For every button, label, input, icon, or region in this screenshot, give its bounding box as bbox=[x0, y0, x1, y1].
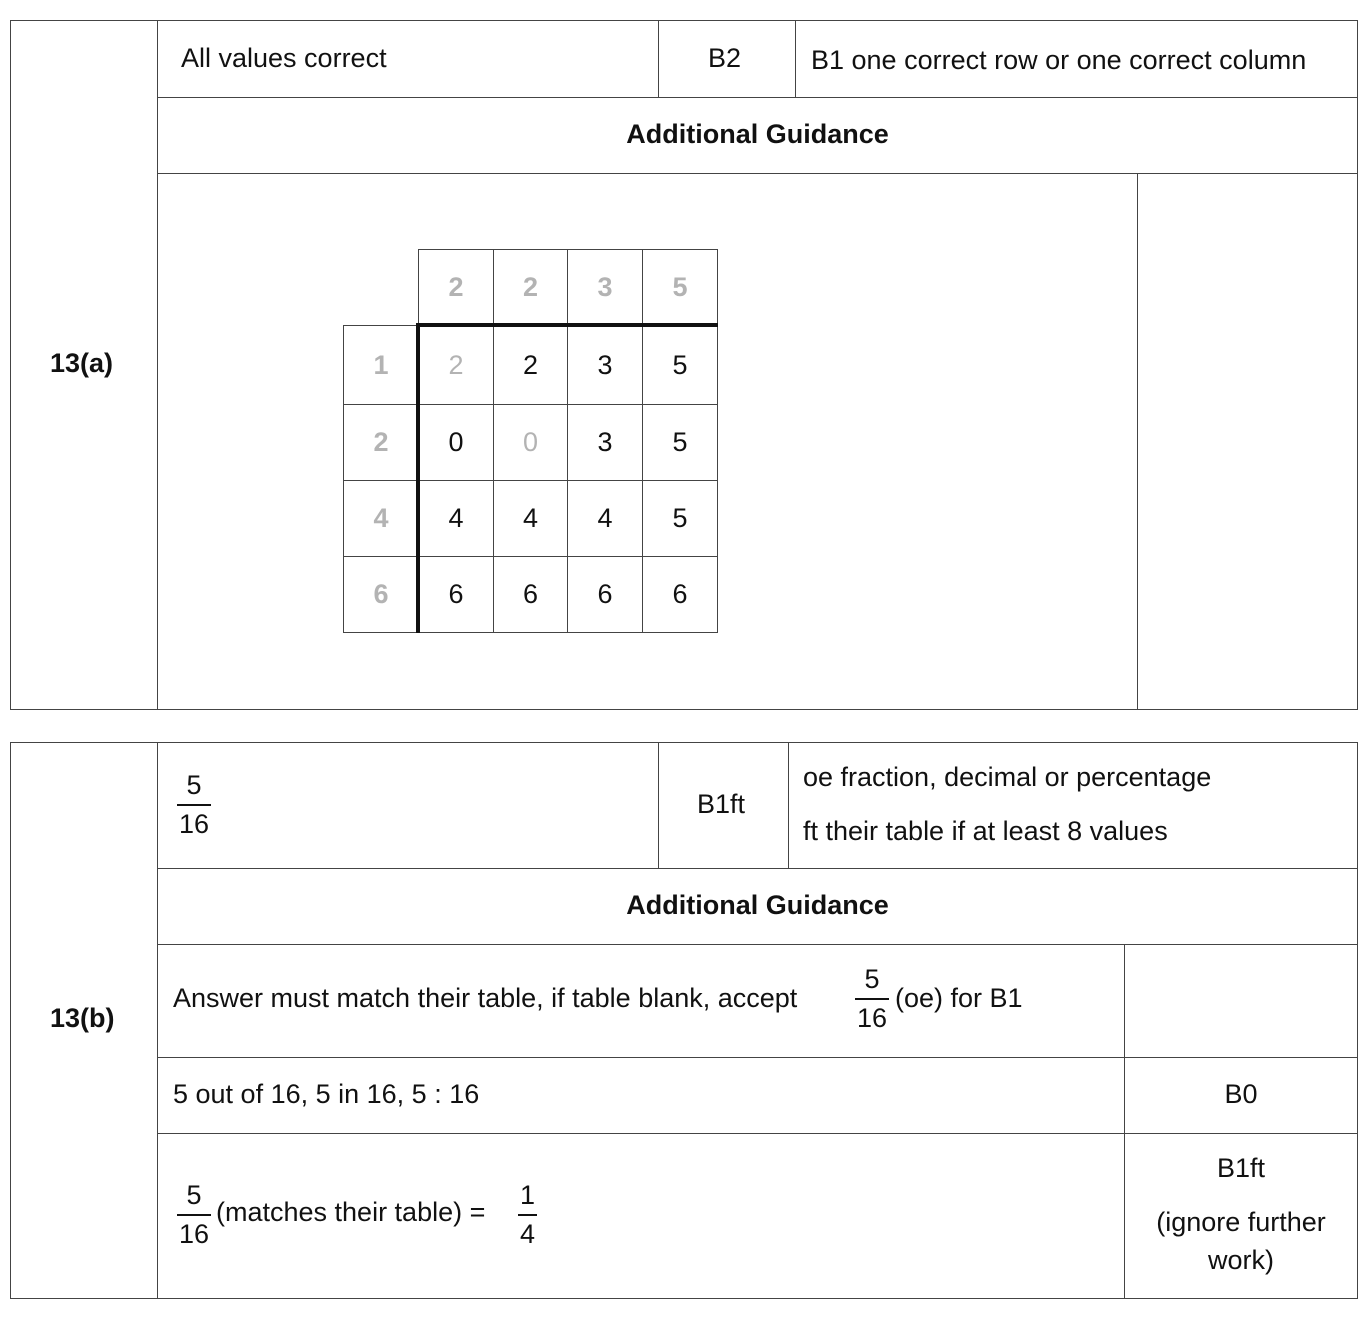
grid-cell: 4 bbox=[418, 480, 494, 557]
part-a-comment: B1 one correct row or one correct column bbox=[811, 45, 1307, 75]
part-b-mark: B1ft bbox=[697, 789, 746, 819]
guidance-row-2-mark: B0 bbox=[1224, 1079, 1258, 1109]
grid-row-divider bbox=[416, 323, 420, 633]
part-a-answer: All values correct bbox=[181, 43, 387, 73]
grid-row-header: 1 bbox=[343, 325, 419, 405]
fraction-numerator: 5 bbox=[186, 1180, 202, 1210]
grid-cell: 5 bbox=[642, 404, 718, 481]
fraction-numerator: 5 bbox=[864, 964, 880, 994]
grid-row-header: 6 bbox=[343, 556, 419, 633]
grid-cell: 4 bbox=[493, 480, 568, 557]
part-b-comment-line1: oe fraction, decimal or percentage bbox=[803, 762, 1212, 792]
grid-cell: 0 bbox=[418, 404, 494, 481]
fraction-denominator: 4 bbox=[520, 1219, 536, 1249]
grid-cell: 6 bbox=[493, 556, 568, 633]
guidance-row-3-fraction-2 bbox=[518, 1182, 537, 1248]
guidance-row-1-fraction bbox=[855, 966, 889, 1032]
grid-cell: 3 bbox=[567, 325, 643, 405]
part-a-mark: B2 bbox=[708, 43, 742, 73]
fraction-denominator: 16 bbox=[179, 1219, 210, 1249]
guidance-row-3-mark-line3: work) bbox=[1208, 1245, 1274, 1275]
guidance-row-1-text-before: Answer must match their table, if table blank, accept bbox=[173, 983, 798, 1013]
grid-cell: 5 bbox=[642, 480, 718, 557]
guidance-row-3-text-middle: (matches their table) = bbox=[216, 1197, 486, 1227]
grid-cell: 6 bbox=[567, 556, 643, 633]
grid-cell: 2 bbox=[418, 325, 494, 405]
fraction-denominator: 16 bbox=[857, 1003, 888, 1033]
grid-cell: 0 bbox=[493, 404, 568, 481]
part-a-guidance-mark-cell bbox=[1137, 173, 1358, 710]
grid-col-header: 2 bbox=[493, 249, 568, 326]
part-b-answer-cell bbox=[157, 742, 659, 869]
part-b-answer-fraction bbox=[177, 772, 211, 838]
grid-row-header: 4 bbox=[343, 480, 419, 557]
guidance-row-1-text-after: (oe) for B1 bbox=[895, 983, 1023, 1013]
part-b-guidance-heading: Additional Guidance bbox=[626, 890, 889, 920]
grid-cell: 5 bbox=[642, 325, 718, 405]
guidance-row-2-text: 5 out of 16, 5 in 16, 5 : 16 bbox=[173, 1079, 480, 1109]
grid-cell: 6 bbox=[418, 556, 494, 633]
grid-row-header: 2 bbox=[343, 404, 419, 481]
grid-col-header: 5 bbox=[642, 249, 718, 326]
part-a-label: 13(a) bbox=[50, 348, 114, 378]
part-b-comment-line2: ft their table if at least 8 values bbox=[803, 816, 1168, 846]
guidance-row-3-mark-line1: B1ft bbox=[1216, 1153, 1266, 1183]
guidance-row-1-mark-cell bbox=[1124, 944, 1358, 1058]
fraction-numerator: 5 bbox=[186, 770, 202, 800]
grid-cell: 4 bbox=[567, 480, 643, 557]
fraction-denominator: 16 bbox=[179, 809, 210, 839]
part-a-guidance-heading: Additional Guidance bbox=[626, 119, 889, 149]
grid-cell: 6 bbox=[642, 556, 718, 633]
grid-header-divider bbox=[416, 323, 718, 327]
grid-cell: 2 bbox=[493, 325, 568, 405]
grid-col-header: 3 bbox=[567, 249, 643, 326]
guidance-row-3-fraction-1 bbox=[177, 1182, 211, 1248]
fraction-numerator: 1 bbox=[520, 1180, 536, 1210]
guidance-row-3-mark-line2: (ignore further bbox=[1156, 1207, 1326, 1237]
part-b-label: 13(b) bbox=[50, 1003, 115, 1033]
grid-cell: 3 bbox=[567, 404, 643, 481]
grid-col-header: 2 bbox=[418, 249, 494, 326]
